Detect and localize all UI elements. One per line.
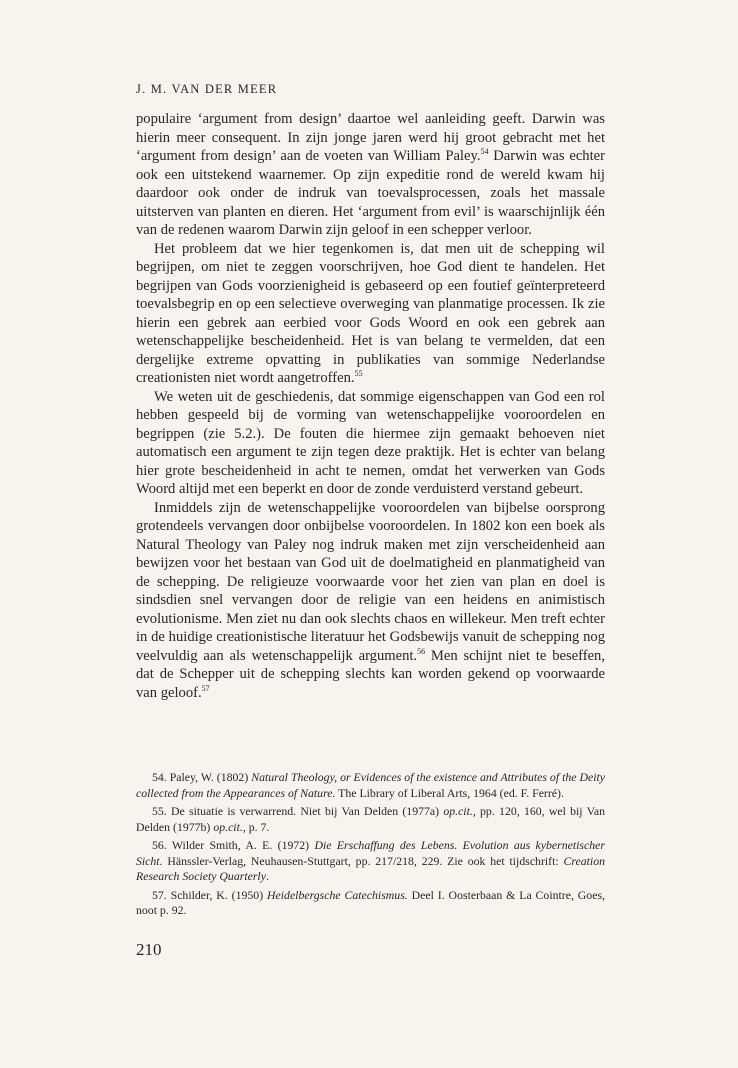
text-run: Darwin was echter ook een uitstekend waarnemer. Op zijn expeditie rond de wereld kwam hij daardoor ook onder de indruk van toevalsprocessen, zoals het massale uitsterven van planten en dieren. Het ‘argument from evil’ is waarschijnlijk één van de redenen waarom Darwin zijn geloof in een schepper verloor. [136,148,605,238]
italic-text: op.cit. [443,804,473,818]
footnote [136,770,605,801]
page-number: 210 [136,940,162,959]
italic-text: Creation Research Society Quarterly [136,853,605,883]
running-head: J. M. VAN DER MEER [136,82,278,96]
footnote-ref: 56 [417,646,426,656]
text-run: , p. 7. [242,819,270,834]
footnotes [136,770,605,922]
text-run: Men schijnt niet te beseffen, dat de Schepper uit de schepping slechts kan worden gekend op voorwaarde van geloof. [136,647,605,701]
italic-text: Heidelbergsche Catechismus. [267,887,408,902]
text-run: Het probleem dat we hier tegenkomen is, dat men uit de schepping wil begrijpen, om niet te zeggen voorschrijven, hoe God dient te handelen. Het begrijpen van Gods voorzienigheid is gebaseerd op een foutief geïnterpreteerd toevalsbegrip en op een selectieve overweging van planmatige processen. Ik zie hierin een gebrek aan eerbied voor Gods Woord en ook een gebrek aan wetenschappelijke bescheidenheid. Het is van belang te vermelden, dat een dergelijke extreme opvatting in publikaties van sommige Nederlandse creationisten niet wordt aangetroffen. [136,240,605,386]
text-run: Inmiddels zijn de wetenschappelijke vooroordelen van bijbelse oorsprong grotendeels vervangen door onbijbelse vooroordelen. In 1802 kon een boek als Natural Theology van Paley nog indruk maken met zijn verscheidenheid aan bewijzen voor het bestaan van God uit de doelmatigheid en planmatigheid van de schepping. De religieuze voorwaarde voor het zien van plan en doel is sindsdien snel vervangen door de religie van een heidens en animistisch evolutionisme. Men ziet nu dan ook slechts chaos en willekeur. Men treft echter in de huidige creationistische literatuur het Godsbewijs vanuit de schepping nog veelvuldig aan als wetenschappelijk argument. [136,499,605,664]
text-run: 55. De situatie is verwarrend. Niet bij Van Delden (1977a) [152,804,444,818]
text-run: populaire ‘argument from design’ daartoe wel aanleiding geeft. Darwin was hierin meer consequent. In zijn jonge jaren werd hij groot gebracht met het ‘argument from design’ aan de voeten van William Paley. [136,111,605,164]
text-run: We weten uit de geschiedenis, dat sommige eigenschappen van God een rol hebben gespeeld bij de vorming van wetenschappelijke vooroordelen en begrippen (zie 5.2.). De fouten die hiermee zijn gemaakt behoeven niet automatisch een argument te zijn tegen deze praktijk. Het is echter van belang hier grote bescheidenheid in acht te nemen, omdat het verwerken van Gods Woord altijd met een beperkt en door de zonde verduisterd verstand gebeurt. [136,388,605,497]
text-run: . [265,869,269,883]
footnote-ref: 54 [480,147,489,157]
text-run: 57. Schilder, K. (1950) [152,887,268,902]
footnote [136,804,605,835]
text-run: Hänssler-Verlag, Neuhausen-Stuttgart, pp. 217/218, 229. Zie ook het tijdschrift: [162,853,564,868]
text-run: 54. Paley, W. (1802) [152,770,252,784]
paragraph [136,388,605,499]
paragraph [136,499,605,703]
italic-text: op.cit. [213,819,243,834]
body-text [136,110,605,702]
footnote-ref: 57 [201,683,210,693]
text-run: Deel I. Oosterbaan & La Cointre, Goes, noot p. 92. [136,887,605,917]
text-run: , pp. 120, 160, wel bij Van Delden (1977b) [136,804,605,834]
footnote [136,888,605,919]
footnote-ref: 55 [354,369,363,379]
text-run: 56. Wilder Smith, A. E. (1972) [152,838,315,852]
text-run: The Library of Liberal Arts, 1964 (ed. F. Ferré). [335,785,564,800]
paragraph [136,240,605,388]
italic-text: Natural Theology, or Evidences of the existence and Attributes of the Deity collected from the Appearances of Nature. [136,770,605,800]
italic-text: Die Erschaffung des Lebens. Evolution aus kybernetischer Sicht. [136,838,605,868]
paragraph [136,110,605,240]
footnote [136,838,605,885]
